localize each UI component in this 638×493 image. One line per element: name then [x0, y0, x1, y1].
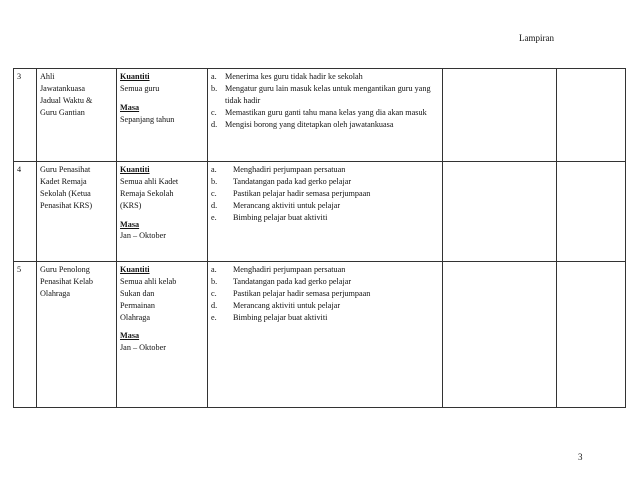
- role-cell: [37, 69, 117, 162]
- kuantiti-heading: Kuantiti: [120, 265, 150, 274]
- tasks-cell: [208, 262, 443, 408]
- role-cell: [37, 162, 117, 262]
- empty-cell: [443, 162, 557, 262]
- role-line: Guru Gantian: [40, 107, 85, 117]
- task-item: [211, 212, 439, 224]
- duties-table: [13, 68, 626, 408]
- tasks-cell: [208, 162, 443, 262]
- task-item: [211, 276, 439, 288]
- task-letter: c.: [211, 288, 217, 298]
- role-line: Penasihat Kelab: [40, 276, 93, 286]
- task-text: Menghadiri perjumpaan persatuan: [233, 265, 346, 274]
- kuantiti-line: (KRS): [120, 200, 142, 210]
- kuantiti-line: Sukan dan: [120, 288, 155, 298]
- task-letter: a.: [211, 72, 217, 81]
- masa-value: Sepanjang tahun: [120, 114, 175, 124]
- masa-value: Jan – Oktober: [120, 231, 166, 241]
- kuantiti-line: Semua ahli kelab: [120, 276, 177, 286]
- task-letter: b.: [211, 176, 218, 186]
- page-number: 3: [578, 452, 583, 462]
- role-line: Guru Penolong: [40, 265, 90, 274]
- task-text: Merancang aktiviti untuk pelajar: [233, 200, 341, 210]
- task-text: Mengatur guru lain masuk kelas untuk mengantikan guru yang tidak hadir: [225, 83, 431, 105]
- task-item: [211, 83, 439, 107]
- empty-cell: [557, 262, 626, 408]
- role-line: Guru Penasihat: [40, 165, 91, 174]
- task-item: [211, 300, 439, 312]
- empty-cell: [443, 69, 557, 162]
- task-letter: b.: [211, 276, 218, 286]
- task-letter: d.: [211, 119, 218, 129]
- row-number: 3: [14, 69, 37, 162]
- role-line: Ahli: [40, 72, 55, 81]
- quantity-period-cell: [117, 69, 208, 162]
- task-text: Mengisi borong yang ditetapkan oleh jawatankuasa: [225, 119, 394, 129]
- empty-cell: [557, 69, 626, 162]
- masa-heading: Masa: [120, 219, 140, 229]
- task-text: Menghadiri perjumpaan persatuan: [233, 165, 346, 174]
- task-text: Menerima kes guru tidak hadir ke sekolah: [225, 72, 363, 81]
- row-number: 4: [14, 162, 37, 262]
- kuantiti-line: Semua ahli Kadet: [120, 176, 179, 186]
- task-text: Memastikan guru ganti tahu mana kelas yang dia akan masuk: [225, 107, 427, 117]
- quantity-period-cell: [117, 262, 208, 408]
- quantity-period-cell: [117, 162, 208, 262]
- task-item: [211, 119, 439, 131]
- task-text: Bimbing pelajar buat aktiviti: [233, 312, 328, 322]
- task-item: [211, 188, 439, 200]
- empty-cell: [443, 262, 557, 408]
- role-line: Penasihat KRS): [40, 200, 93, 210]
- masa-heading: Masa: [120, 331, 140, 341]
- role-line: Kadet Remaja: [40, 176, 87, 186]
- table-row: [14, 69, 626, 162]
- kuantiti-line: Olahraga: [120, 312, 151, 322]
- role-line: Olahraga: [40, 288, 71, 298]
- role-line: Sekolah (Ketua: [40, 188, 91, 198]
- kuantiti-heading: Kuantiti: [120, 165, 150, 174]
- task-item: [211, 176, 439, 188]
- masa-value: Jan – Oktober: [120, 343, 166, 353]
- task-text: Pastikan pelajar hadir semasa perjumpaan: [233, 188, 371, 198]
- task-text: Merancang aktiviti untuk pelajar: [233, 300, 341, 310]
- kuantiti-line: Semua guru: [120, 83, 160, 93]
- task-letter: a.: [211, 265, 217, 274]
- task-letter: e.: [211, 212, 217, 222]
- role-cell: [37, 262, 117, 408]
- table-row: [14, 162, 626, 262]
- role-line: Jawatankuasa: [40, 83, 86, 93]
- tasks-cell: [208, 69, 443, 162]
- table-row: [14, 262, 626, 408]
- kuantiti-line: Permainan: [120, 300, 156, 310]
- task-letter: a.: [211, 165, 217, 174]
- task-letter: c.: [211, 107, 217, 117]
- task-item: [211, 200, 439, 212]
- empty-cell: [557, 162, 626, 262]
- task-item: [211, 71, 439, 83]
- task-text: Pastikan pelajar hadir semasa perjumpaan: [233, 288, 371, 298]
- kuantiti-heading: Kuantiti: [120, 72, 150, 81]
- task-text: Tandatangan pada kad gerko pelajar: [233, 176, 352, 186]
- task-letter: c.: [211, 188, 217, 198]
- kuantiti-line: Remaja Sekolah: [120, 188, 174, 198]
- task-letter: d.: [211, 200, 218, 210]
- task-letter: d.: [211, 300, 218, 310]
- task-item: [211, 107, 439, 119]
- task-item: [211, 312, 439, 324]
- masa-heading: Masa: [120, 102, 140, 112]
- role-line: Jadual Waktu &: [40, 95, 93, 105]
- task-letter: e.: [211, 312, 217, 322]
- appendix-label: Lampiran: [519, 33, 554, 43]
- task-text: Bimbing pelajar buat aktiviti: [233, 212, 328, 222]
- row-number: 5: [14, 262, 37, 408]
- task-item: [211, 164, 439, 176]
- task-item: [211, 288, 439, 300]
- task-text: Tandatangan pada kad gerko pelajar: [233, 276, 352, 286]
- task-item: [211, 264, 439, 276]
- task-letter: b.: [211, 83, 218, 93]
